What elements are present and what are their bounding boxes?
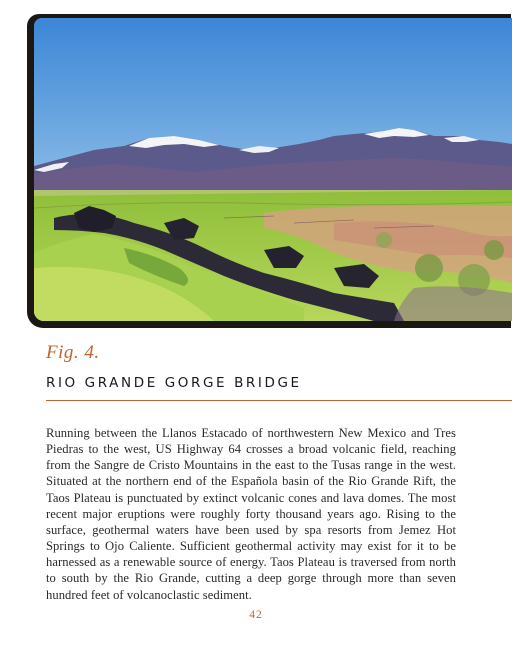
- divider: [46, 400, 512, 401]
- figure-label: Fig. 4.: [46, 342, 100, 363]
- body-paragraph: Running between the Llanos Estacado of northwestern New Mexico and Tres Piedras to the west, US Highway 64 crosses a broad volcanic field, reaching from the Sangre de Cristo Mountains in the east to the Tusas range in the west. Situated at the northern end of the Española basin of the Rio Grande Rift, the Taos Plateau is punctuated by extinct volcanic cones and lava domes. The most recent major eruptions were roughly forty thousand years ago. Rising to the surface, geothermal waters have been used by spa resorts from Jemez Hot Springs to Ojo Caliente. Sufficient geothermal activity may exist for it to be harnessed as a renewable source of energy. Taos Plateau is traversed from north to south by the Rio Grande, cutting a deep gorge through more than seven hundred feet of volcanoclastic sediment.: [46, 426, 456, 602]
- watercolor-painting: [34, 18, 512, 321]
- landscape-illustration: [34, 18, 512, 321]
- page-number: 42: [249, 609, 263, 621]
- figure-title: RIO GRANDE GORGE BRIDGE: [46, 375, 302, 391]
